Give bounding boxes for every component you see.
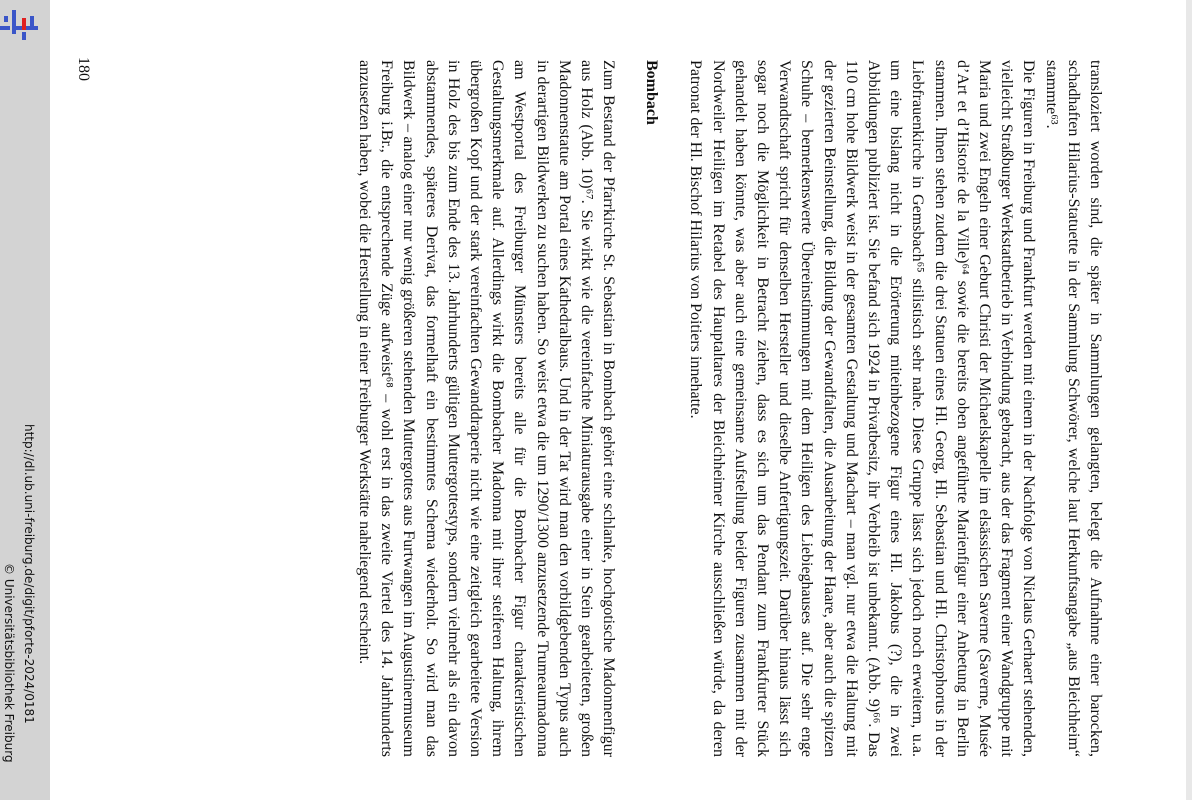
paragraph-1: transloziert worden sind, die später in Sammlungen gelangten, belegt die Aufnahme einer barocken, schadhaften Hilarius-Statuette in der Sammlung Schwörer, welche laut Herkunftsangabe „aus Bleichheim“ stammte⁶³. <box>1042 60 1104 757</box>
viewer-sidebar <box>0 0 50 800</box>
paragraph-2: Die Figuren in Freiburg und Frankfurt werden mit einem in der Nachfolge von Niclaus Gerhaert stehenden, vielleicht Straßburger Werkstattbetrieb in Verbindung gebracht, aus der das Fragment einer Wandgruppe mit Maria und zwei Engeln einer Geburt Christi der Michaelskapelle im elsässischen Saverne (Saverne, Musée d’Art et d’Historie de la Ville)⁶⁴ sowie die bereits oben angeführte Marienfigur einer Anbetung in Berlin stammen. Ihnen stehen zudem die drei Statuen eines Hl. Georg, Hl. Sebastian und Hl. Christophorus in der Liebfrauenkirche in Gemsbach⁶⁵ stilistisch sehr nahe. Diese Gruppe lässt sich jedoch noch erweitern, u.a. um eine bislang nicht in die Erörterung miteinbezogene Figur eines Hl. Jakobus (?), die in zwei Abbildungen publiziert ist. Sie befand sich 1924 in Privatbesitz, ihr Verbleib ist unbekannt. (Abb. 9)⁶⁶. Das 110 cm hohe Bildwerk weist in der gesamten Gestaltung und Machart – man vgl. nur etwa die Haltung mit der gezierten Beinstellung, die Bildung der Gewandfalten, die Ausarbeitung der Haare, aber auch die spitzen Schuhe – bemerkenswerte Übereinstimmungen mit dem Heiligen des Liebieghauses auf. Die sehr enge Verwandtschaft spricht für denselben Hersteller und dieselbe Anfertigungszeit. Darüber hinaus lässt sich sogar noch die Möglichkeit in Betracht ziehen, dass es sich um das Pendant zum Frankfurter Stück gehandelt haben könnte, was aber auch eine gemeinsame Aufstellung beider Figuren zusammen mit der Nordweiler Heiligen im Retabel des Hauptaltares der Bleichheimer Kirche ausschließen würde, da deren Patronat der Hl. Bischof Hilarius von Poitiers innehatte. <box>687 60 1038 757</box>
copyright-notice: © Universitätsbibliothek Freiburg <box>2 563 16 763</box>
page-number: 180 <box>75 57 92 81</box>
scrollbar-track[interactable] <box>1186 0 1192 800</box>
source-url[interactable]: http://dl.ub.uni-freiburg.de/digit/pforte-2024/0181 <box>22 424 36 724</box>
document-page <box>353 60 1106 757</box>
paragraph-3: Zum Bestand der Pfarrkirche St. Sebastian in Bombach gehört eine schlanke, hochgotische Madonnenfigur aus Holz (Abb. 10)⁶⁷. Sie wirkt wie die vereinfachte Miniaturausgabe einer in Stein gearbeiteten, großen Madonnenstatue am Portal eines Kathedralbaus. Und in der Tat wird man den vorbildgebenden Typus auch in derartigen Bildwerken zu suchen haben. So weist etwa die um 1290/1300 anzusetzende Trumeaumadonna am Westportal des Freiburger Münsters bereits alle für die Bombacher Figur charakteristischen Gestaltungsmerkmale auf. Allerdings wirkt die Bombacher Madonna mit ihrer steiferen Haltung, ihrem übergroßen Kopf und der stark vereinfachten Gewanddraperie nicht wie eine zeitgleich gearbeitete Version in Holz des bis zum Ende des 13. Jahrhunderts gültigen Muttergottestyps, sondern vielmehr als ein davon abstammendes, späteres Derivat, das formelhaft ein bestimmtes Schema wiederholt. So wird man das Bildwerk – analog einer nur wenig größeren stehenden Muttergottes aus Furtwangen im Augustinermuseum Freiburg i.Br., die entsprechende Züge aufweist⁶⁸ – wohl erst in das zweite Viertel des 14. Jahrhunderts anzusetzen haben, wobei die Herstellung in einer Freiburger Werkstätte naheliegend erscheint. <box>355 60 618 757</box>
library-logo-icon <box>0 6 50 50</box>
section-heading: Bombach <box>643 60 661 125</box>
